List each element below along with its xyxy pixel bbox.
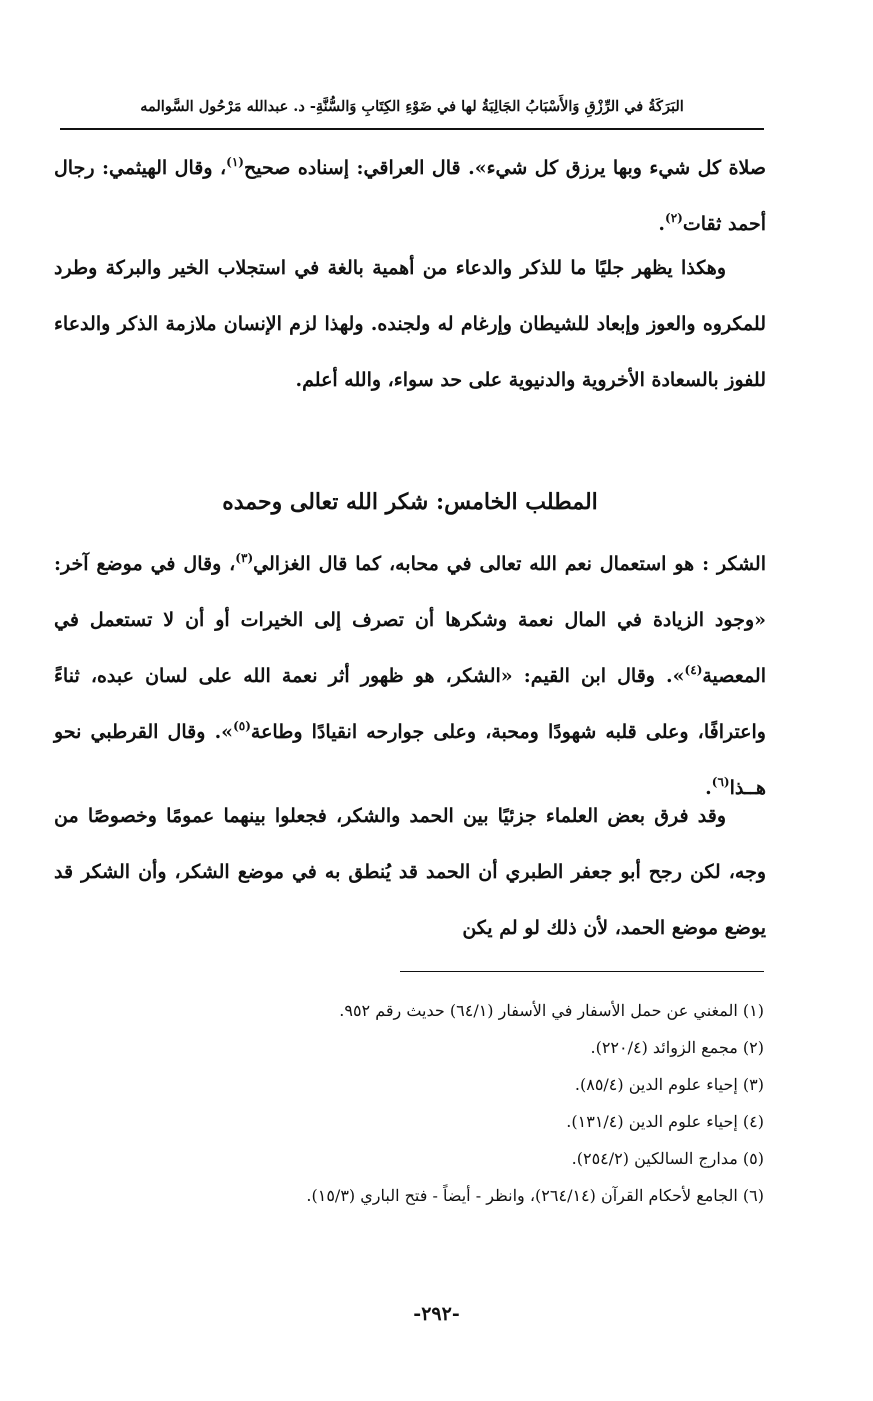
header-rule <box>60 128 764 130</box>
footnote-4: (٤) إحياء علوم الدين (١٣١/٤). <box>566 1112 764 1131</box>
footnote-ref-3[interactable]: (٣) <box>235 551 254 565</box>
p1-text-end: . <box>658 213 665 235</box>
footnote-ref-4[interactable]: (٤) <box>684 663 703 677</box>
p3-text-d: ». وقال القرطبي نحو هــذا <box>54 721 766 799</box>
p3-text-b: ، وقال في موضع آخر: «وجود الزيادة في المال نعمة وشكرها أن تصرف إلى الخيرات أو أن لا تستعمل في المعصية <box>54 553 766 687</box>
footnote-6: (٦) الجامع لأحكام القرآن (٢٦٤/١٤)، وانظر - أيضاً - فتح الباري (١٥/٣). <box>306 1186 764 1205</box>
paragraph-1 <box>54 140 766 252</box>
p2-text: وهكذا يظهر جليًا ما للذكر والدعاء من أهمية بالغة في استجلاب الخير والبركة وطرد للمكروه والعوز وإبعاد للشيطان وإرغام له ولجنده. ولهذا لزم الإنسان ملازمة الذكر والدعاء للفوز بالسعادة الأخروية والدنيوية على حد سواء، والله أعلم. <box>54 257 766 391</box>
footnote-5: (٥) مدارج السالكين (٢٥٤/٢). <box>571 1149 764 1168</box>
paragraph-4 <box>54 788 766 956</box>
footnote-2: (٢) مجمع الزوائد (٢٢٠/٤). <box>590 1038 764 1057</box>
section-title: المطلب الخامس: شكر الله تعالى وحمده <box>222 489 598 515</box>
paragraph-3 <box>54 536 766 816</box>
running-header: البَرَكَةُ في الرِّزْقِ وَالأَسْبَابُ الجَالِبَةُ لها في ضَوْءِ الكِتَابِ وَالسُّنَّةِ- د. عبدالله مَرْحُول السَّوالمه <box>140 98 684 115</box>
footnote-separator <box>400 971 764 972</box>
footnote-ref-2[interactable]: (٢) <box>665 211 683 225</box>
footnote-3: (٣) إحياء علوم الدين (٨٥/٤). <box>574 1075 764 1094</box>
paragraph-2 <box>54 240 766 408</box>
footnote-ref-5[interactable]: (٥) <box>233 719 251 733</box>
p3-text-end: . <box>705 777 712 799</box>
footnote-ref-1[interactable]: (١) <box>226 155 244 169</box>
page-number: -٢٩٢- <box>413 1303 460 1325</box>
footnotes-list <box>54 992 764 1214</box>
p1-text-b: ، وقال الهيثمي: رجال أحمد ثقات <box>54 157 766 235</box>
p3-text-c: ». وقال ابن القيم: «الشكر، هو ظهور أثر نعمة الله على لسان عبده، ثناءً واعترافًا، وعلى قلبه شهودًا ومحبة، وعلى جوارحه انقيادًا وطاعة <box>54 665 766 743</box>
p3-text-a: الشكر : هو استعمال نعم الله تعالى في محابه، كما قال الغزالي <box>253 553 766 575</box>
footnote-ref-6[interactable]: (٦) <box>711 775 730 789</box>
p1-text-a: صلاة كل شيء وبها يرزق كل شيء». قال العراقي: إسناده صحيح <box>243 157 766 179</box>
footnote-1: (١) المغني عن حمل الأسفار في الأسفار (٦٤/١) حديث رقم ٩٥٢. <box>339 1001 764 1020</box>
p4-text: وقد فرق بعض العلماء جزئيًا بين الحمد والشكر، فجعلوا بينهما عمومًا وخصوصًا من وجه، لكن رجح أبو جعفر الطبري أن الحمد قد يُنطق به في موضع الشكر، وأن الشكر قد يوضع موضع الحمد، لأن ذلك لو لم يكن <box>54 805 766 939</box>
